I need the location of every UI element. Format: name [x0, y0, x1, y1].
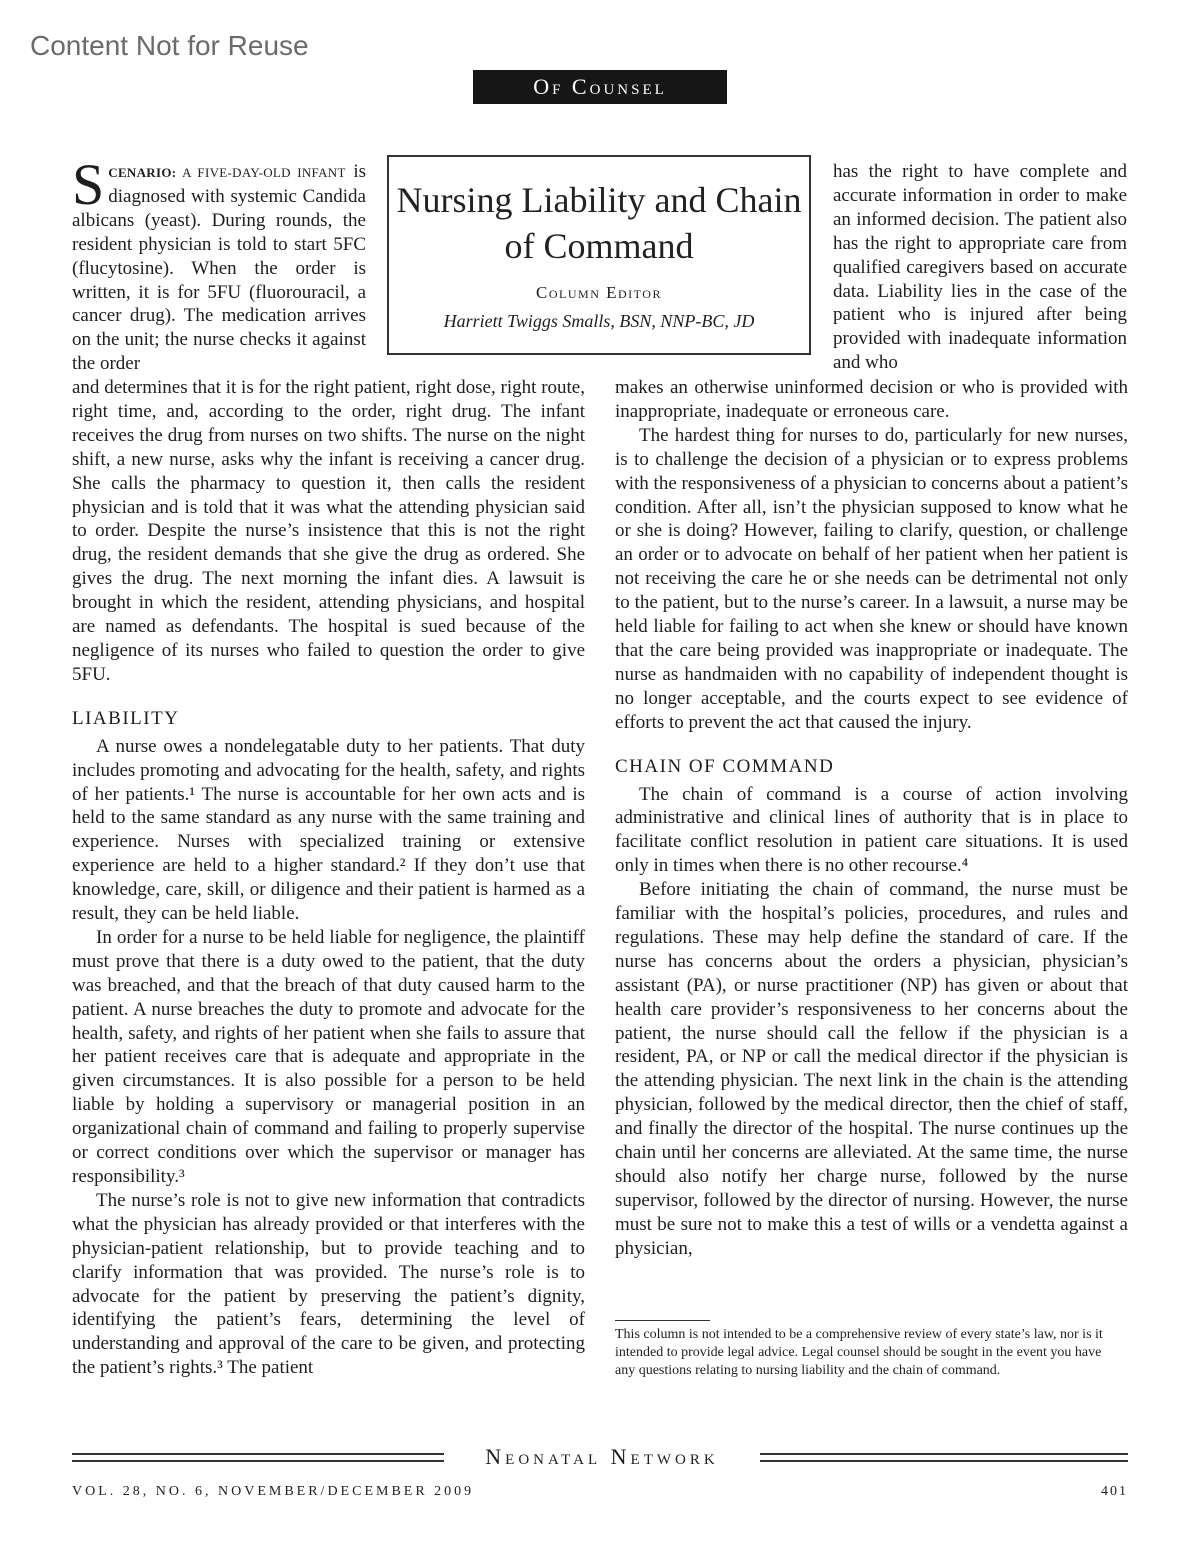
chain-paragraph-2: Before initiating the chain of command, the nurse must be familiar with the hospital’s policies, procedures, and rules and regulations. These may help define the standard of care. If the nurse has concerns about the orders a physician, physician’s assistant (PA), or nurse practitioner (NP) has given or about that health care provider’s responsiveness to her concerns about the patient, the nurse should call the fellow if the physician is a resident, PA, or NP or call the medical director if the physician is the attending physician. The next link in the chain is the attending physician, followed by the medical director, then the chief of staff, and finally the director of the hospital. The nurse continues up the chain until her concerns are alleviated. At the same time, the nurse should also notify her charge nurse, followed by the nurse supervisor, followed by the director of nursing. However, the nurse must be sure not to make this a test of wills or a vendetta against a physician, [615, 879, 1128, 1259]
watermark: Content Not for Reuse [30, 30, 309, 61]
column1-main [72, 376, 585, 1380]
chain-paragraph-1: The chain of command is a course of action involving administrative and clinical lines of authority that is in place to facilitate conflict resolution in patient care situations. It is used only in times when there is no other recourse.⁴ [615, 783, 1128, 877]
footnote-rule [615, 1320, 710, 1321]
footnote: This column is not intended to be a comprehensive review of every state’s law, nor is it intended to provide legal advice. Legal counsel should be sought in the event you have any questions relating to nursing liability and the chain of command. [615, 1327, 1103, 1378]
footer-rule-left [72, 1453, 444, 1462]
drop-cap: S [72, 152, 105, 217]
scenario-paragraph [72, 152, 366, 376]
page-number: 401 [1101, 1484, 1128, 1499]
article-title: Nursing Liability and Chain of Command [396, 180, 802, 266]
scenario-lead: CENARIO: A FIVE-DAY-OLD INFANT [108, 165, 346, 180]
liability-paragraph-1: A nurse owes a nondelegatable duty to her patients. That duty includes promoting and advocating for the health, safety, and rights of her patients.¹ The nurse is accountable for her own acts and is held to the same standard as any nurse with the same training and experience. Nurses with specialized training or extensive experience are held to a higher standard.² If they don’t use that knowledge, care, skill, or diligence and their patient is harmed as a result, they can be held liable. [72, 735, 585, 925]
col2-top-text: has the right to have complete and accurate information in order to make an informed decision. The patient also has the right to appropriate care from qualified caregivers based on accurate data. Liability lies in the case of the patient who is injured after being provided with inadequate information and who [833, 161, 1127, 374]
editor-label: Column Editor [536, 283, 662, 302]
column2-top [833, 160, 1127, 375]
column2-main [615, 376, 1128, 1261]
scenario-text-1: is diagnosed with systemic Candida albicans (yeast). During rounds, the resident physician is told to start 5FC (flucytosine). When the order is written, it is for 5FU (fluorouracil, a cancer drug). The medication arrives on the unit; the nurse checks it against the order [72, 161, 366, 375]
title-box [387, 155, 811, 355]
volume-info: VOL. 28, NO. 6, NOVEMBER/DECEMBER 2009 [72, 1484, 475, 1499]
liability-paragraph-3: The nurse’s role is not to give new information that contradicts what the physician has already provided or that interferes with the physician-patient relationship, but to provide teaching and to clarify information that was provided. The nurse’s role is to advocate for the patient by preserving the patient’s dignity, identifying the patient’s fears, determining the level of understanding and approval of the care to be given, and protecting the patient’s rights.³ The patient [72, 1189, 585, 1379]
footer-rule-right [760, 1453, 1128, 1462]
chain-heading: CHAIN OF COMMAND [615, 755, 835, 777]
editor-name: Harriett Twiggs Smalls, BSN, NNP-BC, JD [443, 311, 755, 331]
col2-paragraph-2: The hardest thing for nurses to do, particularly for new nurses, is to challenge the decision of a physician or to express problems with the responsiveness of a physician to concerns about a patient’s condition. After all, isn’t the physician supposed to know what he or she is doing? However, failing to clarify, question, or challenge an order or to advocate on behalf of her patient when her patient is not receiving the care he or she needs can be detrimental not only to the patient, but to the nurse’s career. In a lawsuit, a nurse may be held liable for failing to act when she knew or should have known that the care being provided was inappropriate or inadequate. The nurse as handmaiden with no capability of independent thought is no longer acceptable, and the courts expect to see evidence of efforts to prevent the act that caused the injury. [615, 424, 1128, 733]
col2-continuation: makes an otherwise uninformed decision or who is provided with inappropriate, inadequate or erroneous care. [615, 377, 1128, 422]
scenario-text-2: and determines that it is for the right patient, right dose, right route, right time, and, according to the order, right drug. The infant receives the drug from nurses on two shifts. The nurse on the night shift, a new nurse, asks why the infant is receiving a cancer drug. She calls the pharmacy to question it, then calls the resident physician and is told that it was what the attending physician said to order. Despite the nurse’s insistence that this is not the right drug, the resident demands that she give the drug as ordered. She gives the drug. The next morning the infant dies. A lawsuit is brought in which the resident, attending physicians, and hospital are named as defendants. The hospital is sued because of the negligence of its nurses who failed to question the order to give 5FU. [72, 377, 585, 685]
column1-top [72, 152, 366, 376]
journal-name: Neonatal Network [485, 1444, 719, 1469]
liability-paragraph-2: In order for a nurse to be held liable for negligence, the plaintiff must prove that there is a duty owed to the patient, that the duty was breached, and that the breach of that duty caused harm to the patient. A nurse breaches the duty to promote and advocate for the health, safety, and rights of her patient when she fails to assure that her patient receives care that is adequate and appropriate in the given circumstances. It is also possible for a person to be held liable by holding a supervisory or managerial position in an organizational chain of command and failing to properly supervise or correct conditions over which the supervisor or manager has responsibility.³ [72, 926, 585, 1187]
section-banner: Of Counsel [473, 70, 727, 104]
liability-heading: LIABILITY [72, 707, 180, 729]
